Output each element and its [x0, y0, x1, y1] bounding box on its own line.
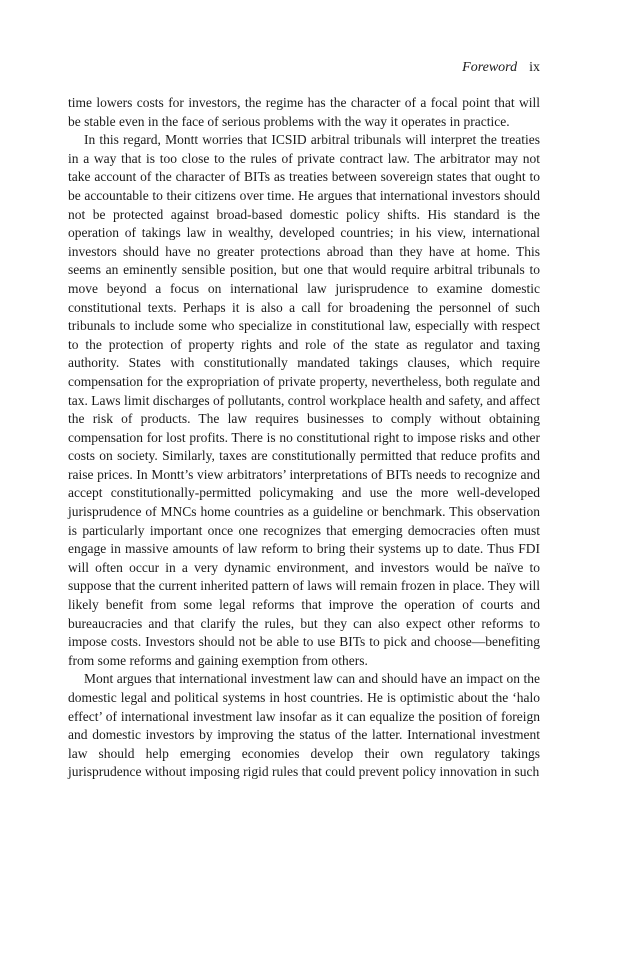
- running-head: [68, 58, 540, 78]
- paragraph-continued: time lowers costs for investors, the regime has the character of a focal point that will be stable even in the face of serious problems with the way it operates in practice.: [68, 95, 540, 129]
- paragraph-montt-worries: In this regard, Montt worries that ICSID arbitral tribunals will interpret the treaties in a way that is too close to the rules of private contract law. The arbitrator may not take account of the character of BITs as treaties between sovereign states that ought to be accountable to their citizens over time. He argues that international investors should not be protected against broad-based domestic policy shifts. His standard is the operation of takings law in wealthy, developed countries; in his view, international investors should have no greater protections abroad than they have at home. This seems an eminently sensible position, but one that would require arbitral tribunals to move beyond a focus on international law jurisprudence to examine domestic constitutional texts. Perhaps it is also a call for broadening the personnel of such tribunals to include some who specialize in constitutional law, especially with respect to the protection of property rights and role of the state as regulator and taxing authority. States with constitutionally mandated takings clauses, which require compensation for the expropriation of private property, nevertheless, both regulate and tax. Laws limit discharges of pollutants, control workplace health and safety, and affect the risk of products. The law requires businesses to comply without obtaining compensation for lost profits. There is no constitutional right to impose risks and other costs on society. Similarly, taxes are constitutionally permitted that reduce profits and raise prices. In Montt’s view arbitrators’ interpretations of BITs needs to recognize and accept constitutionally-permitted policymaking and use the more well-developed jurisprudence of MNCs home countries as a guideline or benchmark. This observation is particularly important once one recognizes that emerging democracies often must engage in massive amounts of law reform to bring their systems up to date. Thus FDI will often occur in a very dynamic environment, and investors would be naïve to suppose that the current inherited pattern of laws will remain frozen in place. They will likely benefit from some legal reforms that improve the operation of courts and bureaucracies and that clarify the rules, but they can also expect other reforms to impose costs. Investors should not be able to use BITs to pick and choose—benefiting from some reforms and gaining exemption from others.: [68, 132, 540, 668]
- book-page: [68, 58, 540, 782]
- page-number: ix: [529, 60, 540, 75]
- running-head-section: Foreword: [462, 60, 518, 75]
- body-text: [68, 94, 540, 782]
- paragraph-mont-argues: Mont argues that international investment law can and should have an impact on the domestic legal and political systems in host countries. He is optimistic about the ‘halo effect’ of international investment law insofar as it can equalize the position of foreign and domestic investors by improving the status of the latter. International investment law should help emerging economies develop their own regulatory takings jurisprudence without imposing rigid rules that could prevent policy innovation in such: [68, 671, 540, 780]
